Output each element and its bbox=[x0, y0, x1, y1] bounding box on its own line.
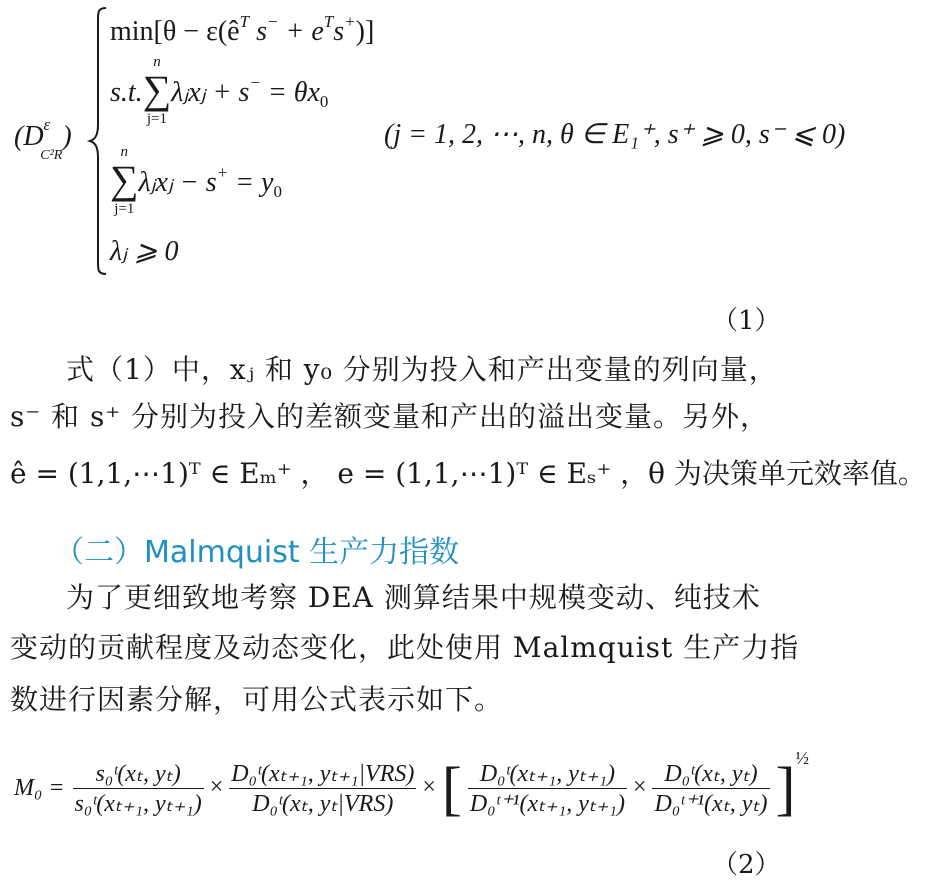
eq2-fraction-1: $\frac{\text{s₀ᵗ(xₜ, yₜ)}}{\text{s₀ᵗ(xₜ₊₁, yₜ₊₁)}}$ bbox=[74, 760, 202, 817]
eq2: M₀ = $\frac{\text{s₀ᵗ(xₜ, yₜ)}}{\text{s₀ᵗ(xₜ₊₁, yₜ₊₁)}}$ × $\frac{\text{D₀ᵗ(xₜ₊₁, yₜ₊₁|VRS)}}{\text{D₀ᵗ(xₜ, yₜ|VRS)}}$ × [ $\frac{\text{D₀ᵗ(xₜ₊₁, yₜ₊₁)}}{\text{D₀ᵗ⁺¹(xₜ₊₁, yₜ₊₁)}}$ × $\frac{\text{D₀ᵗ(xₜ, yₜ)}}{\text{D₀ᵗ⁺¹(xₜ, yₜ)}}$ ]$^{\frac{1}{2}}$ bbox=[14, 748, 809, 822]
eq2-fraction-3: $\frac{\text{D₀ᵗ(xₜ₊₁, yₜ₊₁)}}{\text{D₀ᵗ⁺¹(xₜ₊₁, yₜ₊₁)}}$ bbox=[469, 760, 625, 817]
para1-line1: 式（1）中，xⱼ 和 y₀ 分别为投入和产出变量的列向量， bbox=[66, 353, 778, 386]
summation: n ∑ j=1 bbox=[142, 54, 172, 127]
para2-line3: 数进行因素分解，可用公式表示如下。 bbox=[10, 683, 504, 716]
para1-line3: ê = (1,1,⋯1)ᵀ ∈ Eₘ⁺ ， e = (1,1,⋯1)ᵀ ∈ Eₛ⁺ ，θ 为决策单元效率值。 bbox=[10, 457, 926, 490]
eq1-line4: λⱼ ⩾ 0 bbox=[110, 236, 179, 267]
eq1-number: （1） bbox=[712, 306, 781, 336]
left-brace-icon bbox=[88, 6, 108, 276]
eq1-label: $(D^\varepsilon_{C^2R})$ bbox=[14, 115, 72, 163]
eq1-line1: $\min[\theta - \varepsilon(ê^T$ $s^- + e^Ts^+$)] bbox=[110, 12, 375, 47]
eq2-number: （2） bbox=[712, 850, 781, 880]
section-heading: （二）Malmquist 生产力指数 bbox=[54, 535, 460, 570]
eq1-line3: n ∑ j=1 λⱼxⱼ − $s^+ = y_0$ bbox=[110, 144, 282, 217]
eq1-condition: (j = 1, 2, ⋯, n, θ ∈ E₁⁺, s⁺ ⩾ 0, s⁻ ⩽ 0) bbox=[384, 119, 846, 150]
eq2-fraction-2: $\frac{\text{D₀ᵗ(xₜ₊₁, yₜ₊₁|VRS)}}{\text{D₀ᵗ(xₜ, yₜ|VRS)}}$ bbox=[231, 760, 415, 817]
para1-line2: s⁻ 和 s⁺ 分别为投入的差额变量和产出的溢出变量。另外， bbox=[10, 400, 770, 433]
para2-line2: 变动的贡献程度及动态变化，此处使用 Malmquist 生产力指 bbox=[10, 631, 800, 664]
eq1-line2: s.t. n ∑ j=1 λⱼxⱼ + $s^- = \theta x_0$ bbox=[110, 54, 329, 127]
eq2-fraction-4: $\frac{\text{D₀ᵗ(xₜ, yₜ)}}{\text{D₀ᵗ⁺¹(xₜ, yₜ)}}$ bbox=[654, 760, 768, 817]
summation: n ∑ j=1 bbox=[110, 144, 139, 217]
para2-line1: 为了更细致地考察 DEA 测算结果中规模变动、纯技术 bbox=[66, 581, 761, 614]
